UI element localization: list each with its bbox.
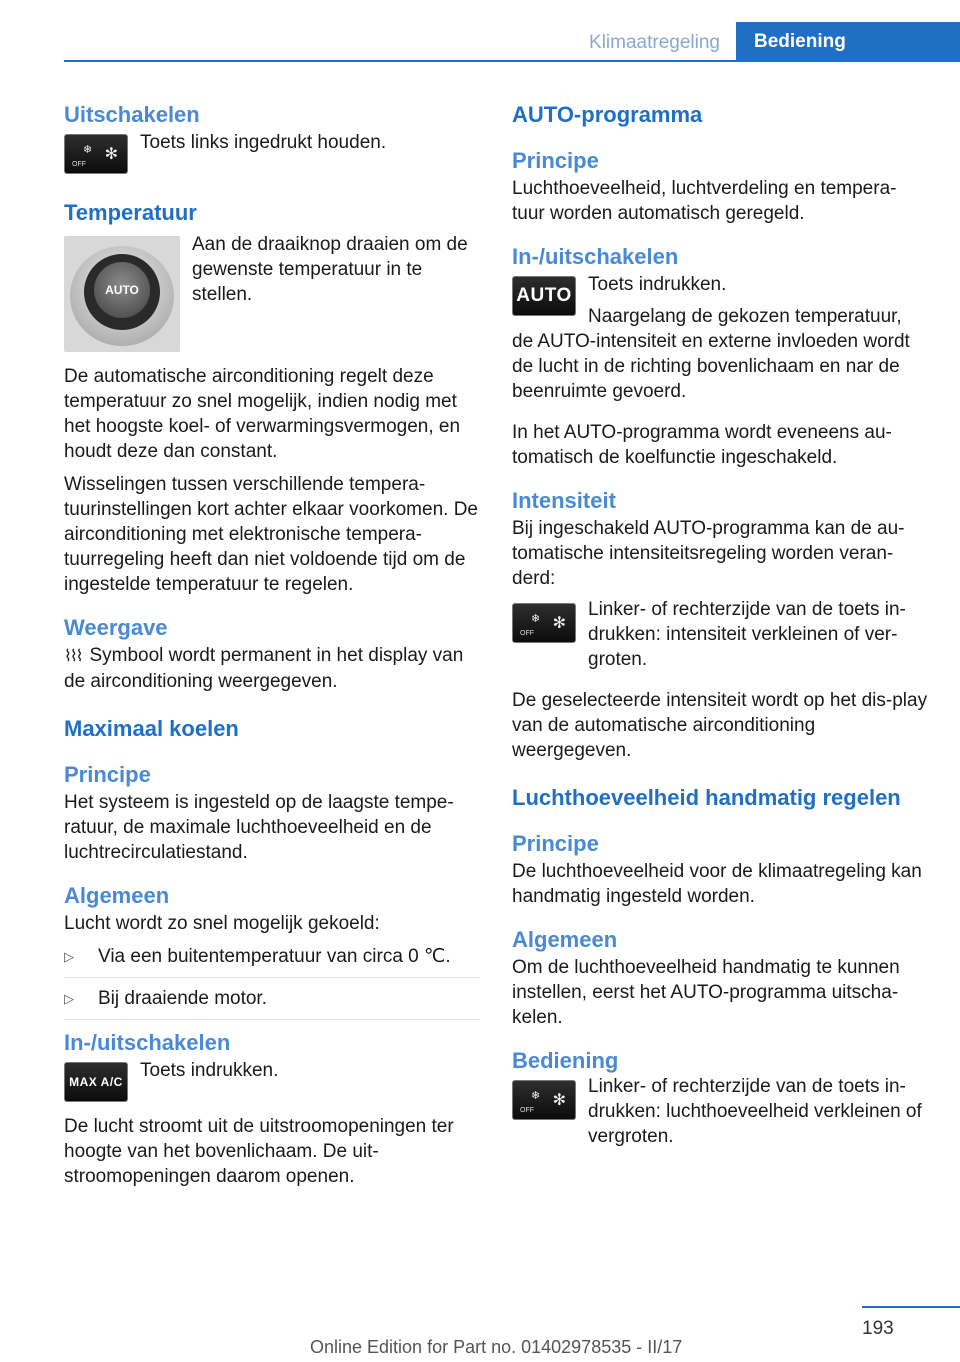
header-chapter: Bediening bbox=[736, 22, 960, 62]
max-inuit-text: Toets indrukken. bbox=[140, 1060, 279, 1081]
heading-maximaal-koelen: Maximaal koelen bbox=[64, 716, 239, 741]
temperatuur-p2: Wisselingen tussen verschillende tempera-tuurinstellingen kort achter elkaar voorkomen. De airconditioning met elektronische tempera-tuurregeling heeft dan niet voldoende tijd om de ingestelde temperatuur te regelen. bbox=[64, 474, 478, 595]
off-label: OFF bbox=[72, 161, 86, 168]
heading-max-inuit: In-/uitschakelen bbox=[64, 1030, 231, 1055]
auto-button-image: AUTO bbox=[512, 276, 576, 316]
heading-auto-principe: Principe bbox=[512, 148, 599, 173]
max-ac-button-image: MAX A/C bbox=[64, 1062, 128, 1102]
weergave-text: ⌇⌇⌇ Symbool wordt permanent in het display van de airconditioning weergegeven. bbox=[64, 645, 464, 692]
uitschakelen-text: Toets links ingedrukt houden. bbox=[140, 132, 387, 153]
max-inuit-p: De lucht stroomt uit de uitstroomopeningen ter hoogte van het bovenlichaam. De uit-stroomopeningen daarom openen. bbox=[64, 1116, 454, 1187]
right-column bbox=[512, 100, 928, 1149]
fan-icon: ✻ bbox=[104, 146, 118, 163]
auto-principe-text: Luchthoeveelheid, luchtverdeling en tempera-tuur worden automatisch geregeld. bbox=[512, 178, 897, 224]
left-column bbox=[64, 100, 480, 1189]
heading-luchthoeveelheid: Luchthoeveelheid handmatig regelen bbox=[512, 785, 901, 810]
intensiteit-p: De geselecteerde intensiteit wordt op het dis-play van de automatische airconditioning weergegeven. bbox=[512, 690, 928, 761]
airflow-button-image: ❄ OFF ✻ bbox=[512, 1080, 576, 1120]
max-bullet-list bbox=[64, 944, 480, 1020]
heading-intensiteit: Intensiteit bbox=[512, 488, 616, 513]
temperatuur-intro: Aan de draaiknop draaien om de gewenste temperatuur in te stellen. bbox=[192, 234, 468, 305]
heading-lucht-algemeen: Algemeen bbox=[512, 927, 618, 952]
footer-divider bbox=[862, 1306, 960, 1308]
intensiteit-btn-text: Linker- of rechterzijde van de toets in-drukken: intensiteit verkleinen of ver-groten. bbox=[588, 599, 906, 670]
heading-lucht-bediening: Bediening bbox=[512, 1048, 619, 1073]
page-header bbox=[64, 22, 960, 62]
max-algemeen-text: Lucht wordt zo snel mogelijk gekoeld: bbox=[64, 913, 380, 934]
heading-max-principe: Principe bbox=[64, 762, 151, 787]
auto-inuit-p2: In het AUTO-programma wordt eveneens au-tomatisch de koelfunctie ingeschakeld. bbox=[512, 422, 892, 468]
fan-icon: ✻ bbox=[552, 615, 566, 632]
heat-symbol-icon: ⌇⌇⌇ bbox=[64, 648, 82, 665]
page-number: 193 bbox=[862, 1318, 894, 1339]
heading-auto-programma: AUTO-programma bbox=[512, 102, 703, 127]
max-principe-text: Het systeem is ingesteld op de laagste tempe-ratuur, de maximale luchthoeveelheid en de luchtrecirculatiestand. bbox=[64, 792, 454, 863]
fan-icon: ✻ bbox=[552, 1092, 566, 1109]
heading-weergave: Weergave bbox=[64, 615, 168, 640]
intensiteit-text: Bij ingeschakeld AUTO-programma kan de au-tomatische intensiteitsregeling worden veran-derd: bbox=[512, 518, 905, 589]
heading-max-algemeen: Algemeen bbox=[64, 883, 170, 908]
list-item: ▷ Bij draaiende motor. bbox=[64, 986, 480, 1020]
heading-uitschakelen: Uitschakelen bbox=[64, 102, 200, 127]
heading-temperatuur: Temperatuur bbox=[64, 200, 197, 225]
heading-lucht-principe: Principe bbox=[512, 831, 599, 856]
intensity-button-image: ❄ OFF ✻ bbox=[512, 603, 576, 643]
snowflake-icon: ❄ bbox=[531, 1090, 541, 1102]
list-item: ▷ Via een buitentemperatuur van circa 0 ℃. bbox=[64, 944, 480, 978]
lucht-algemeen-text: Om de luchthoeveelheid handmatig te kunnen instellen, eerst het AUTO-programma uitscha-kelen. bbox=[512, 957, 900, 1028]
header-section: Klimaatregeling bbox=[589, 32, 720, 53]
auto-inuit-text: Toets indrukken. bbox=[588, 274, 727, 295]
temperatuur-p1: De automatische airconditioning regelt deze temperatuur zo snel mogelijk, indien nodig met het hoogste koel- of verwarmingsvermogen, en houdt deze dan constant. bbox=[64, 366, 461, 462]
snowflake-icon: ❄ bbox=[83, 144, 93, 156]
auto-inuit-p1: Naargelang de gekozen temperatuur, de AUTO-intensiteit en externe invloeden wordt de lucht in de richting bovenlichaam en nar de beenruimte gevoerd. bbox=[512, 306, 910, 402]
off-fan-button-image bbox=[64, 134, 128, 174]
knob-auto-label: AUTO bbox=[94, 262, 150, 318]
lucht-principe-text: De luchthoeveelheid voor de klimaatregeling kan handmatig ingesteld worden. bbox=[512, 861, 922, 907]
footer-edition: Online Edition for Part no. 01402978535 - II/17 bbox=[310, 1337, 683, 1357]
snowflake-icon: ❄ bbox=[531, 613, 541, 625]
heading-auto-inuit: In-/uitschakelen bbox=[512, 244, 679, 269]
lucht-bediening-text: Linker- of rechterzijde van de toets in-drukken: luchthoeveelheid verkleinen of vergroten. bbox=[588, 1076, 922, 1147]
temperature-knob-image bbox=[64, 236, 180, 352]
